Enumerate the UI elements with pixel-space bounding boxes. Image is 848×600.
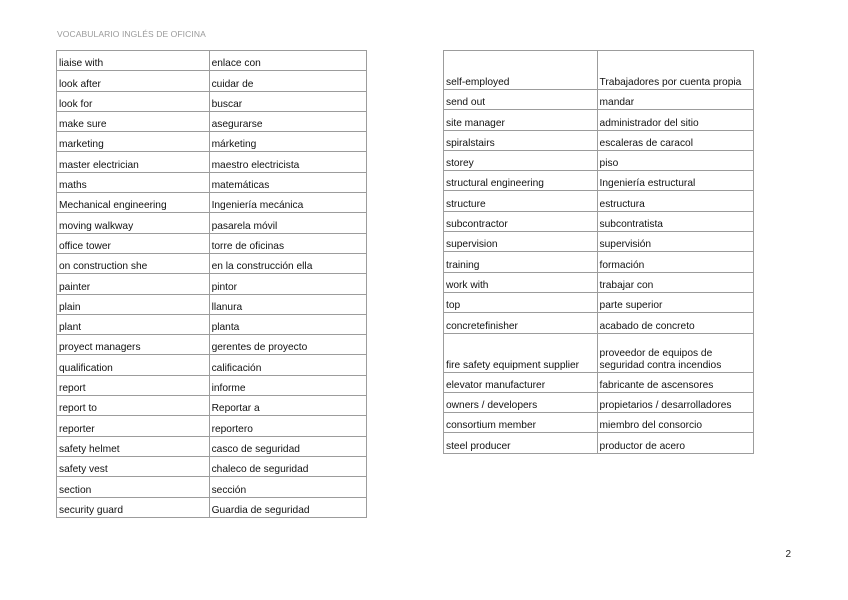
spanish-translation: gerentes de proyecto <box>209 335 366 355</box>
english-term: liaise with <box>57 51 210 71</box>
english-term: top <box>444 292 598 312</box>
spanish-translation: miembro del consorcio <box>597 413 753 433</box>
english-term: structure <box>444 191 598 211</box>
spanish-translation: Ingeniería estructural <box>597 171 753 191</box>
table-row <box>444 191 754 211</box>
table-row <box>57 497 367 517</box>
table-row <box>444 130 754 150</box>
spanish-translation: estructura <box>597 191 753 211</box>
spanish-translation: Reportar a <box>209 396 366 416</box>
english-term: elevator manufacturer <box>444 372 598 392</box>
table-row <box>57 152 367 172</box>
english-term: section <box>57 477 210 497</box>
table-row <box>57 71 367 91</box>
spanish-translation: torre de oficinas <box>209 233 366 253</box>
spanish-translation: parte superior <box>597 292 753 312</box>
spanish-translation: chaleco de seguridad <box>209 456 366 476</box>
table-row <box>57 193 367 213</box>
table-row <box>57 111 367 131</box>
english-term: security guard <box>57 497 210 517</box>
table-row <box>444 211 754 231</box>
english-term: reporter <box>57 416 210 436</box>
english-term: moving walkway <box>57 213 210 233</box>
table-row <box>57 172 367 192</box>
table-row <box>57 436 367 456</box>
spanish-translation: Ingeniería mecánica <box>209 193 366 213</box>
page-number: 2 <box>785 549 791 560</box>
spanish-translation: proveedor de equipos de seguridad contra incendios <box>597 333 753 372</box>
page-header: VOCABULARIO INGLÉS DE OFICINA <box>57 29 206 39</box>
table-row <box>444 313 754 333</box>
spanish-translation: matemáticas <box>209 172 366 192</box>
table-row <box>57 416 367 436</box>
english-term: report <box>57 375 210 395</box>
spanish-translation: casco de seguridad <box>209 436 366 456</box>
spanish-translation: maestro electricista <box>209 152 366 172</box>
table-row <box>444 413 754 433</box>
english-term: concretefinisher <box>444 313 598 333</box>
table-row <box>57 132 367 152</box>
spanish-translation: trabajar con <box>597 272 753 292</box>
table-row <box>444 51 754 90</box>
english-term: qualification <box>57 355 210 375</box>
spanish-translation: pintor <box>209 274 366 294</box>
table-row <box>444 232 754 252</box>
english-term: Mechanical engineering <box>57 193 210 213</box>
table-row <box>57 233 367 253</box>
table-row <box>57 477 367 497</box>
spanish-translation: buscar <box>209 91 366 111</box>
spanish-translation: supervisión <box>597 232 753 252</box>
table-row <box>57 456 367 476</box>
table-row <box>57 51 367 71</box>
table-row <box>444 90 754 110</box>
english-term: plant <box>57 314 210 334</box>
spanish-translation: acabado de concreto <box>597 313 753 333</box>
english-term: report to <box>57 396 210 416</box>
spanish-translation: en la construcción ella <box>209 253 366 273</box>
spanish-translation: enlace con <box>209 51 366 71</box>
english-term: training <box>444 252 598 272</box>
english-term: proyect managers <box>57 335 210 355</box>
table-row <box>444 272 754 292</box>
english-term: look after <box>57 71 210 91</box>
spanish-translation: administrador del sitio <box>597 110 753 130</box>
spanish-translation: formación <box>597 252 753 272</box>
spanish-translation: sección <box>209 477 366 497</box>
english-term: maths <box>57 172 210 192</box>
spanish-translation: cuidar de <box>209 71 366 91</box>
english-term: make sure <box>57 111 210 131</box>
spanish-translation: propietarios / desarrolladores <box>597 392 753 412</box>
english-term: structural engineering <box>444 171 598 191</box>
table-row <box>444 372 754 392</box>
english-term: marketing <box>57 132 210 152</box>
english-term: self-employed <box>444 51 598 90</box>
spanish-translation: mandar <box>597 90 753 110</box>
spanish-translation: asegurarse <box>209 111 366 131</box>
table-row <box>57 355 367 375</box>
spanish-translation: calificación <box>209 355 366 375</box>
spanish-translation: fabricante de ascensores <box>597 372 753 392</box>
table-row <box>57 253 367 273</box>
table-row <box>444 171 754 191</box>
english-term: storey <box>444 150 598 170</box>
spanish-translation: informe <box>209 375 366 395</box>
table-row <box>444 333 754 372</box>
english-term: send out <box>444 90 598 110</box>
table-row <box>57 274 367 294</box>
spanish-translation: llanura <box>209 294 366 314</box>
table-row <box>57 294 367 314</box>
english-term: painter <box>57 274 210 294</box>
vocabulary-table-right <box>443 50 754 454</box>
table-row <box>57 375 367 395</box>
english-term: fire safety equipment supplier <box>444 333 598 372</box>
english-term: owners / developers <box>444 392 598 412</box>
table-row <box>57 314 367 334</box>
english-term: site manager <box>444 110 598 130</box>
table-row <box>444 392 754 412</box>
spanish-translation: pasarela móvil <box>209 213 366 233</box>
spanish-translation: márketing <box>209 132 366 152</box>
table-row <box>57 396 367 416</box>
english-term: look for <box>57 91 210 111</box>
table-row <box>444 252 754 272</box>
table-row <box>57 91 367 111</box>
spanish-translation: escaleras de caracol <box>597 130 753 150</box>
english-term: safety vest <box>57 456 210 476</box>
vocabulary-table-left <box>56 50 367 518</box>
table-row <box>444 292 754 312</box>
spanish-translation: piso <box>597 150 753 170</box>
english-term: spiralstairs <box>444 130 598 150</box>
english-term: supervision <box>444 232 598 252</box>
spanish-translation: Guardia de seguridad <box>209 497 366 517</box>
english-term: master electrician <box>57 152 210 172</box>
spanish-translation: Trabajadores por cuenta propia <box>597 51 753 90</box>
english-term: work with <box>444 272 598 292</box>
spanish-translation: subcontratista <box>597 211 753 231</box>
spanish-translation: productor de acero <box>597 433 753 453</box>
table-row <box>57 335 367 355</box>
table-row <box>57 213 367 233</box>
table-row <box>444 433 754 453</box>
english-term: on construction she <box>57 253 210 273</box>
english-term: plain <box>57 294 210 314</box>
table-row <box>444 150 754 170</box>
spanish-translation: planta <box>209 314 366 334</box>
english-term: office tower <box>57 233 210 253</box>
english-term: consortium member <box>444 413 598 433</box>
english-term: safety helmet <box>57 436 210 456</box>
english-term: subcontractor <box>444 211 598 231</box>
table-row <box>444 110 754 130</box>
english-term: steel producer <box>444 433 598 453</box>
spanish-translation: reportero <box>209 416 366 436</box>
